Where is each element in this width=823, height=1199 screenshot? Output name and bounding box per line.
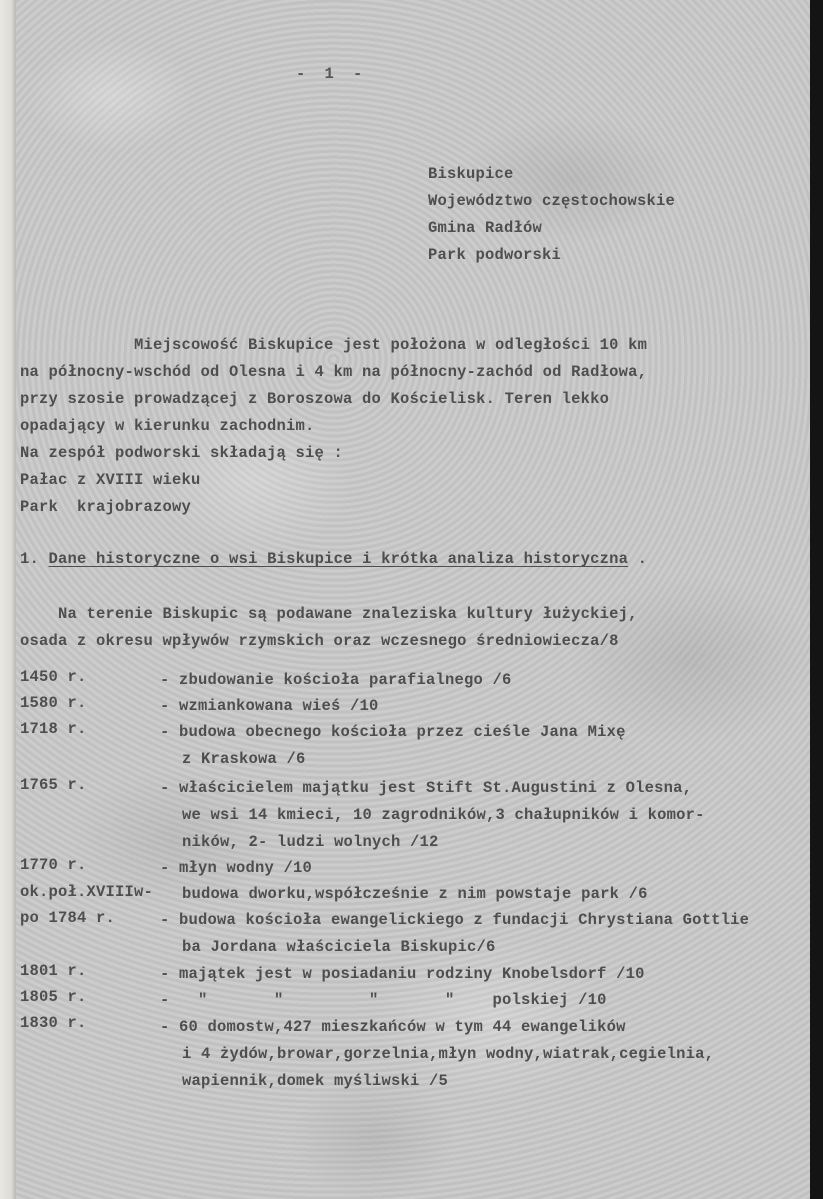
page-number: - 1 - [296, 65, 363, 83]
entry-year: 1801 r. [20, 962, 87, 980]
intro-line: na północny-wschód od Olesna i 4 km na północny-zachód od Radłowa, [20, 363, 648, 381]
entry-year: 1580 r. [20, 694, 87, 712]
ensemble-heading: Na zespół podworski składają się : [20, 444, 344, 462]
entry-text-continuation: ników, 2- ludzi wolnych /12 [182, 833, 439, 851]
entry-text: budowa dworku,współcześnie z nim powstaje park /6 [182, 885, 648, 903]
entry-text: - młyn wodny /10 [160, 859, 313, 877]
header-subject: Park podworski [428, 246, 562, 264]
entry-text: - budowa kościoła ewangelickiego z fundacji Chrystiana Gottlie [160, 911, 750, 929]
entry-year: ok.poł.XVIIIw- [20, 883, 154, 901]
ensemble-item-palace: Pałac z XVIII wieku [20, 471, 201, 489]
entry-text-continuation: ba Jordana właściciela Biskupic/6 [182, 938, 496, 956]
header-voivodeship: Województwo częstochowskie [428, 192, 676, 210]
entry-year: 1765 r. [20, 776, 87, 794]
entry-text: - " " " " polskiej /10 [160, 991, 607, 1009]
ensemble-item-park: Park krajobrazowy [20, 498, 192, 516]
section-trailing: . [637, 550, 648, 568]
entry-text-continuation: wapiennik,domek myśliwski /5 [182, 1072, 449, 1090]
entry-text: - budowa obecnego kościoła przez cieśle Jana Mixę [160, 723, 626, 741]
section-intro-line: osada z okresu wpływów rzymskich oraz wczesnego średniowiecza/8 [20, 632, 619, 650]
entry-text-continuation: i 4 żydów,browar,gorzelnia,młyn wodny,wiatrak,cegielnia, [182, 1045, 715, 1063]
entry-text: - zbudowanie kościoła parafialnego /6 [160, 671, 512, 689]
entry-text-continuation: we wsi 14 kmieci, 10 zagrodników,3 chałupników i komor- [182, 806, 705, 824]
intro-line: Miejscowość Biskupice jest położona w odległości 10 km [134, 336, 648, 354]
entry-year: 1805 r. [20, 988, 87, 1006]
intro-line: przy szosie prowadzącej z Boroszowa do Kościelisk. Teren lekko [20, 390, 610, 408]
entry-year: 1770 r. [20, 856, 87, 874]
section-heading [20, 549, 647, 569]
entry-text: - właścicielem majątku jest Stift St.Augustini z Olesna, [160, 779, 693, 797]
entry-year: po 1784 r. [20, 909, 116, 927]
entry-text-continuation: z Kraskowa /6 [182, 750, 306, 768]
entry-text: - majątek jest w posiadaniu rodziny Knobelsdorf /10 [160, 965, 645, 983]
entry-year: 1450 r. [20, 668, 87, 686]
intro-line: opadający w kierunku zachodnim. [20, 417, 315, 435]
header-place: Biskupice [428, 165, 514, 183]
entry-year: 1830 r. [20, 1014, 87, 1032]
header-commune: Gmina Radłów [428, 219, 543, 237]
entry-text: - 60 domostw,427 mieszkańców w tym 44 ewangelików [160, 1018, 626, 1036]
section-title: Dane historyczne o wsi Biskupice i krótka analiza historyczna [48, 550, 629, 568]
section-number: 1. [20, 550, 40, 568]
entry-year: 1718 r. [20, 720, 87, 738]
section-intro-line: Na terenie Biskupic są podawane znaleziska kultury łużyckiej, [58, 605, 638, 623]
entry-text: - wzmiankowana wieś /10 [160, 697, 379, 715]
